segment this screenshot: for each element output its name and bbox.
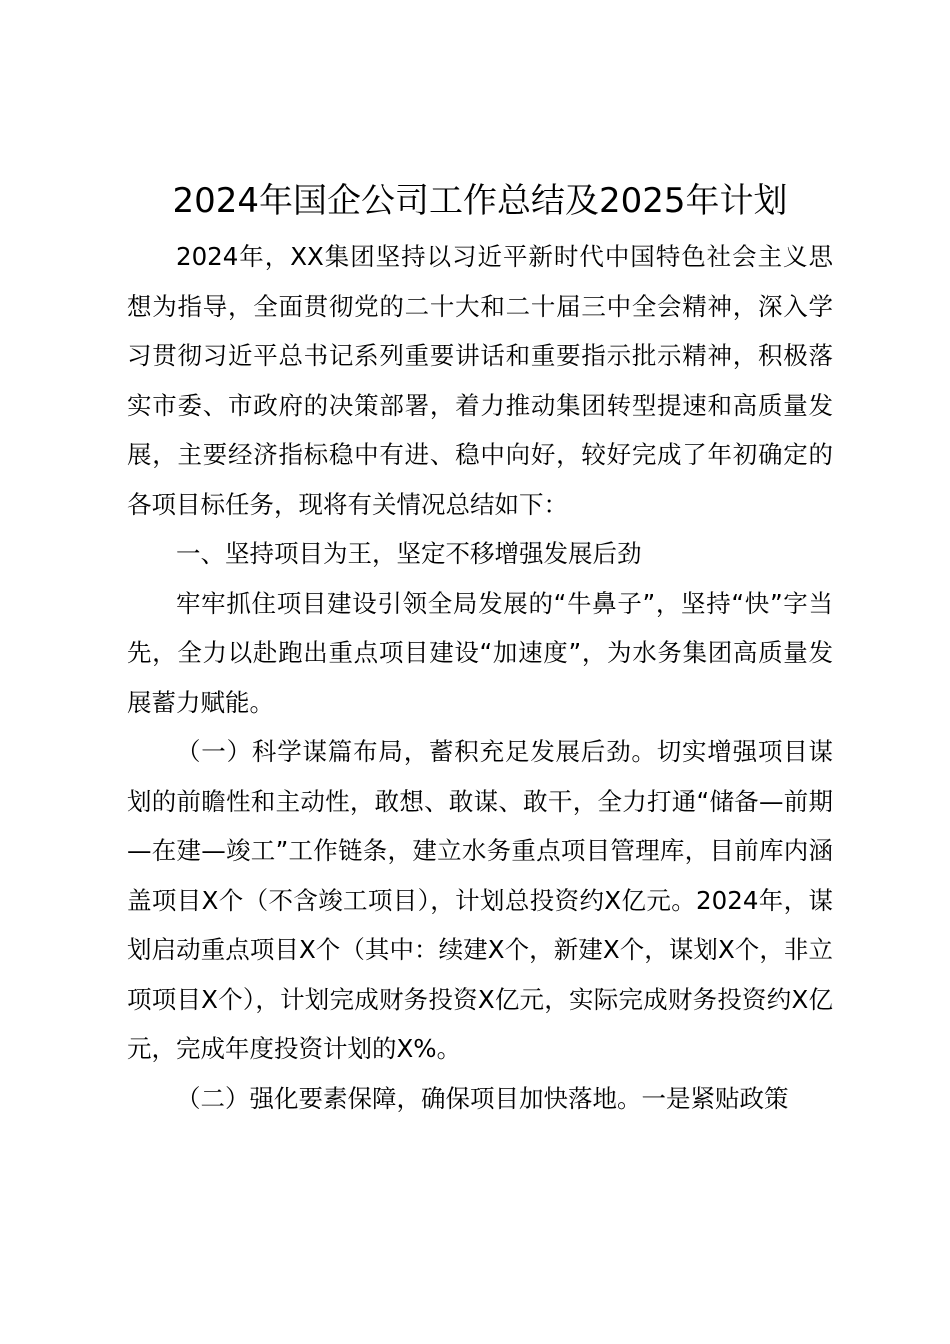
intro-paragraph: 2024年，XX集团坚持以习近平新时代中国特色社会主义思想为指导，全面贯彻党的二十大和二十届三中全会精神，深入学习贯彻习近平总书记系列重要讲话和重要指示批示精神，积极落实市委、市政府的决策部署，着力推动集团转型提速和高质量发展，主要经济指标稳中有进、稳中向好，较好完成了年初确定的各项目标任务，现将有关情况总结如下：: [127, 242, 833, 519]
subsection-1-paragraph: （一）科学谋篇布局，蓄积充足发展后劲。切实增强项目谋划的前瞻性和主动性，敢想、敢谋、敢干，全力打通“储备—前期—在建—竣工”工作链条，建立水务重点项目管理库，目前库内涵盖项目X个（不含竣工项目），计划总投资约X亿元。2024年，谋划启动重点项目X个（其中：续建X个，新建X个，谋划X个，非立项项目X个），计划完成财务投资X亿元，实际完成财务投资约X亿元，完成年度投资计划的X%。: [127, 737, 833, 1063]
document-body: [127, 232, 833, 1123]
section-intro-paragraph: 牢牢抓住项目建设引领全局发展的“牛鼻子”，坚持“快”字当先，全力以赴跑出重点项目建设“加速度”，为水务集团高质量发展蓄力赋能。: [127, 588, 833, 717]
subsection-2-paragraph: （二）强化要素保障，确保项目加快落地。一是紧贴政策: [176, 1083, 789, 1113]
section-heading: 一、坚持项目为王，坚定不移增强发展后劲: [176, 539, 642, 568]
document-title: 2024年国企公司工作总结及2025年计划: [172, 181, 788, 221]
